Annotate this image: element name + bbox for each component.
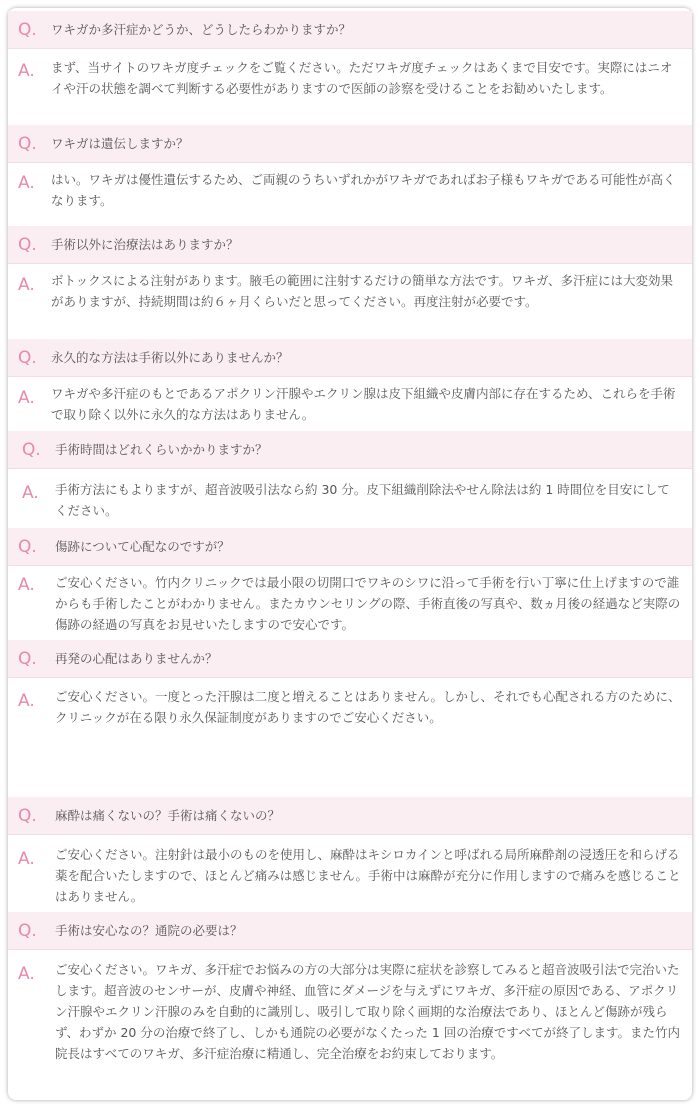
question-row <box>8 640 692 678</box>
question-mark: Q. <box>18 134 37 154</box>
question-mark: Q. <box>18 537 37 557</box>
question-text: 手術時間はどれくらいかかりますか？ <box>55 442 268 457</box>
answer-mark: A. <box>18 964 35 984</box>
question-mark: Q. <box>18 348 37 368</box>
question-text: 傷跡について心配なのですが？ <box>55 539 230 554</box>
question-row <box>8 431 692 469</box>
faq-card <box>8 8 692 1100</box>
answer-text: ご安心ください。一度とった汗腺は二度と増えることはありません。しかし、それでも心配される方のために、クリニックが在る限り永久保証制度がありますのでご安心ください。 <box>55 689 681 725</box>
question-mark: Q. <box>18 235 37 255</box>
question-text: 麻酔は痛くないの？手術は痛くないの？ <box>55 808 281 823</box>
answer-text: 手術方法にもよりますが、超音波吸引法なら約 30 分。皮下組織削除法やせん除法は約 1 時間位を目安にしてください。 <box>55 482 670 518</box>
question-text: 永久的な方法は手術以外にありませんか？ <box>51 350 289 365</box>
answer-mark: A. <box>18 691 35 711</box>
question-row <box>8 226 692 264</box>
answer-mark: A. <box>18 388 35 408</box>
answer-mark: A. <box>18 275 35 295</box>
answer-mark: A. <box>18 173 35 193</box>
question-mark: Q. <box>18 649 37 669</box>
question-text: ワキガは遺伝しますか？ <box>51 136 189 151</box>
question-row <box>8 797 692 835</box>
question-mark: Q. <box>22 440 41 460</box>
answer-text: まず、当サイトのワキガ度チェックをご覧ください。ただワキガ度チェックはあくまで目安です。実際にはニオイや汗の状態を調べて判断する必要性がありますので医師の診察を受けることをお勧めいたします。 <box>51 60 673 96</box>
question-mark: Q. <box>18 806 37 826</box>
answer-mark: A. <box>22 483 39 503</box>
question-mark: Q. <box>18 921 37 941</box>
answer-text: ご安心ください。注射針は最小のものを使用し、麻酔はキシロカインと呼ばれる局所麻酔剤の浸透圧を和らげる薬を配合いたしますので、ほとんど痛みは感じません。手術中は麻酔が充分に作用しますので痛みを感じることはありません。 <box>55 847 681 904</box>
question-text: ワキガか多汗症かどうか、どうしたらわかりますか？ <box>51 22 352 37</box>
answer-text: ボトックスによる注射があります。腋毛の範囲に注射するだけの簡単な方法です。ワキガ、多汗症には大変効果がありますが、持続期間は約６ヶ月くらいだと思ってください。再度注射が必要です。 <box>51 273 674 309</box>
question-text: 再発の心配はありませんか？ <box>55 651 218 666</box>
answer-text: はい。ワキガは優性遺伝するため、ご両親のうちいずれかがワキガであればお子様もワキガである可能性が高くなります。 <box>51 172 676 208</box>
question-row <box>8 125 692 163</box>
answer-mark: A. <box>18 575 35 595</box>
question-row <box>8 528 692 566</box>
question-row <box>8 339 692 377</box>
question-text: 手術以外に治療法はありますか？ <box>51 237 239 252</box>
answer-text: ワキガや多汗症のもとであるアポクリン汗腺やエクリン腺は皮下組織や皮膚内部に存在するため、これらを手術で取り除く以外に永久的な方法はありません。 <box>51 386 676 422</box>
question-mark: Q. <box>18 20 37 40</box>
answer-mark: A. <box>18 849 35 869</box>
answer-text: ご安心ください。ワキガ、多汗症でお悩みの方の大部分は実際に症状を診察してみると超音波吸引法で完治いたします。超音波のセンサーが、皮膚や神経、血管にダメージを与えずにワキガ、多汗症の原因である、アポクリン汗腺やエクリン汗腺のみを自動的に識別し、吸引して取り除く画期的な治療法であり、ほとんど傷跡が残らず、わずか 20 分の治療で終了し、しかも通院の必要がなくたった 1 回の治療ですべてが終了します。また竹内院長はすべてのワキガ、多汗症治療に精通し、完全治療をお約束しております。 <box>55 962 681 1061</box>
question-row <box>8 912 692 950</box>
question-text: 手術は安心なの？通院の必要は？ <box>55 923 243 938</box>
question-row <box>8 11 692 49</box>
answer-text: ご安心ください。竹内クリニックでは最小限の切開口でワキのシワに沿って手術を行い丁寧に仕上げますので誰からも手術したことがわかりません。またカウンセリングの際、手術直後の写真や、数ヵ月後の経過など実際の傷跡の経過の写真をお見せいたしますので安心です。 <box>55 575 681 632</box>
answer-mark: A. <box>18 61 35 81</box>
